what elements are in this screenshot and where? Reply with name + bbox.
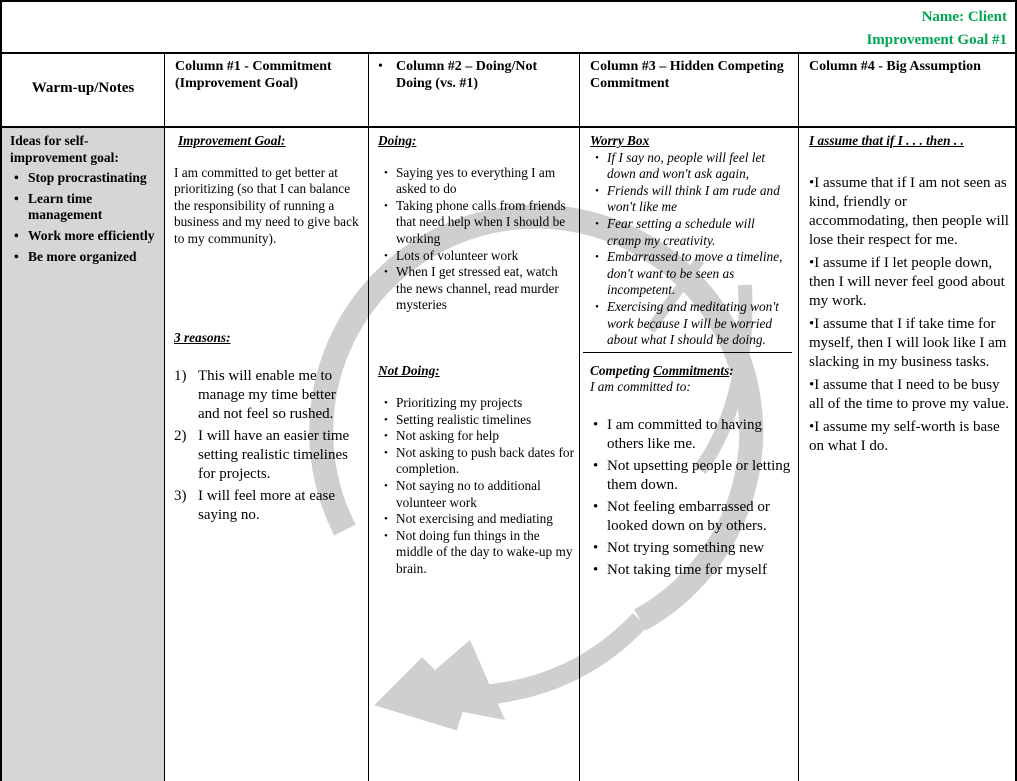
warmup-title: Warm-up/Notes bbox=[31, 80, 135, 96]
col-divider-4 bbox=[798, 52, 799, 781]
list-item: • Not taking time for myself bbox=[607, 561, 795, 580]
list-item: • Not exercising and mediating bbox=[396, 511, 574, 528]
list-item: • Setting realistic timelines bbox=[396, 412, 574, 429]
column-header-3 bbox=[590, 58, 795, 92]
column-2-title: Column #2 – Doing/Not Doing (vs. #1) bbox=[396, 59, 538, 91]
column-header-1 bbox=[175, 58, 360, 92]
competing-heading-part: Competing bbox=[590, 363, 654, 378]
list-item: • I am committed to having others like me. bbox=[607, 416, 795, 454]
reasons-heading: 3 reasons: bbox=[174, 330, 231, 345]
list-item: • Exercising and meditating won't work because I will be worried about what I should be doing. bbox=[607, 299, 792, 349]
list-item: •I assume that I if take time for myself, then I will look like I am slacking in my business tasks. bbox=[809, 315, 1007, 370]
client-name: Name: Client bbox=[921, 9, 1007, 25]
col-divider-3 bbox=[579, 52, 580, 781]
reason-number: 1) bbox=[174, 368, 187, 384]
column-2-content bbox=[378, 133, 574, 773]
list-item: • Learn time management bbox=[28, 191, 160, 224]
list-item: •I assume if I let people down, then I will never feel good about my work. bbox=[809, 254, 1005, 309]
reason-text: I will feel more at ease saying no. bbox=[198, 488, 336, 523]
reason-number: 2) bbox=[174, 428, 187, 444]
list-item bbox=[174, 427, 360, 484]
list-item: • Not asking to push back dates for completion. bbox=[396, 445, 574, 478]
improvement-goal-heading: Improvement Goal: bbox=[178, 133, 286, 148]
list-item: •I assume my self-worth is base on what I do. bbox=[809, 418, 1000, 454]
border-top bbox=[0, 0, 1017, 2]
column-4-content bbox=[809, 133, 1009, 773]
column-header-warmup bbox=[2, 80, 164, 97]
reason-number: 3) bbox=[174, 488, 187, 504]
list-item: • Be more organized bbox=[28, 249, 160, 266]
list-item: • Taking phone calls from friends that need help when I should be working bbox=[396, 198, 574, 248]
list-item: • Friends will think I am rude and won't like me bbox=[607, 183, 792, 216]
column-header-divider bbox=[0, 126, 1017, 128]
worry-list bbox=[607, 150, 792, 349]
border-left bbox=[0, 0, 2, 781]
commitments-list bbox=[607, 416, 795, 580]
list-item: • Work more efficiently bbox=[28, 228, 160, 245]
warmup-list bbox=[28, 170, 160, 265]
list-item: • Lots of volunteer work bbox=[396, 248, 574, 265]
competing-heading-part: : bbox=[729, 363, 734, 378]
list-item: • Stop procrastinating bbox=[28, 170, 160, 187]
column-3-title: Column #3 – Hidden Competing Commitment bbox=[590, 59, 784, 91]
list-item: • Embarrassed to move a timeline, don't want to be seen as incompetent. bbox=[607, 249, 792, 299]
list-item: • Not asking for help bbox=[396, 428, 574, 445]
reasons-list bbox=[174, 367, 360, 528]
column-1-title: Column #1 - Commitment (Improvement Goal) bbox=[175, 59, 332, 91]
list-item: •I assume that I need to be busy all of the time to prove my value. bbox=[809, 376, 1009, 412]
warmup-content bbox=[10, 133, 160, 265]
improvement-goal-label: Improvement Goal #1 bbox=[866, 32, 1007, 48]
col-divider-2 bbox=[368, 52, 369, 781]
header-divider bbox=[0, 52, 1017, 54]
not-doing-heading: Not Doing: bbox=[378, 363, 440, 378]
doing-heading: Doing: bbox=[378, 133, 417, 148]
column-1-content bbox=[174, 133, 364, 773]
assumptions-list bbox=[809, 174, 1009, 456]
list-item: •I assume that if I am not seen as kind, friendly or accommodating, then people will lose their respect for me. bbox=[809, 174, 1009, 248]
improvement-goal-text: I am committed to get better at prioritizing (so that I can balance the responsibility of running a business and my need to give back to my community). bbox=[174, 164, 359, 246]
column-header-2 bbox=[378, 58, 574, 92]
reason-text: This will enable me to manage my time better and not feel so rushed. bbox=[198, 368, 336, 422]
list-item: • Not saying no to additional volunteer work bbox=[396, 478, 574, 511]
list-item bbox=[174, 367, 360, 424]
column-2-bullet: • bbox=[378, 59, 383, 74]
col-divider-1 bbox=[164, 52, 165, 781]
worry-box-heading: Worry Box bbox=[590, 133, 650, 148]
competing-heading-part: Commitments bbox=[653, 363, 730, 378]
client-header bbox=[866, 6, 1007, 52]
list-item: • Prioritizing my projects bbox=[396, 395, 574, 412]
column-3-content bbox=[590, 133, 795, 773]
column-4-title: Column #4 - Big Assumption bbox=[809, 59, 981, 74]
column-header-4 bbox=[809, 58, 1014, 75]
list-item: • Saying yes to everything I am asked to do bbox=[396, 165, 574, 198]
competing-commitments-heading bbox=[590, 363, 734, 380]
list-item: • Not feeling embarrassed or looked down on by others. bbox=[607, 498, 795, 536]
list-item: • Not upsetting people or letting them down. bbox=[607, 457, 795, 495]
doing-list bbox=[396, 165, 574, 314]
list-item bbox=[174, 487, 360, 525]
committed-to-label: I am committed to: bbox=[590, 379, 691, 394]
reason-text: I will have an easier time setting realistic timelines for projects. bbox=[198, 428, 350, 482]
list-item: • If I say no, people will feel let down and won't ask again, bbox=[607, 150, 792, 183]
assumptions-heading: I assume that if I . . . then . . bbox=[809, 133, 964, 148]
not-doing-list bbox=[396, 395, 574, 578]
list-item: • Fear setting a schedule will cramp my creativity. bbox=[607, 216, 792, 249]
warmup-heading: Ideas for self-improvement goal: bbox=[10, 133, 119, 165]
list-item: • Not trying something new bbox=[607, 539, 795, 558]
list-item: • When I get stressed eat, watch the news channel, read murder mysteries bbox=[396, 264, 574, 314]
list-item: • Not doing fun things in the middle of the day to wake-up my brain. bbox=[396, 528, 574, 578]
